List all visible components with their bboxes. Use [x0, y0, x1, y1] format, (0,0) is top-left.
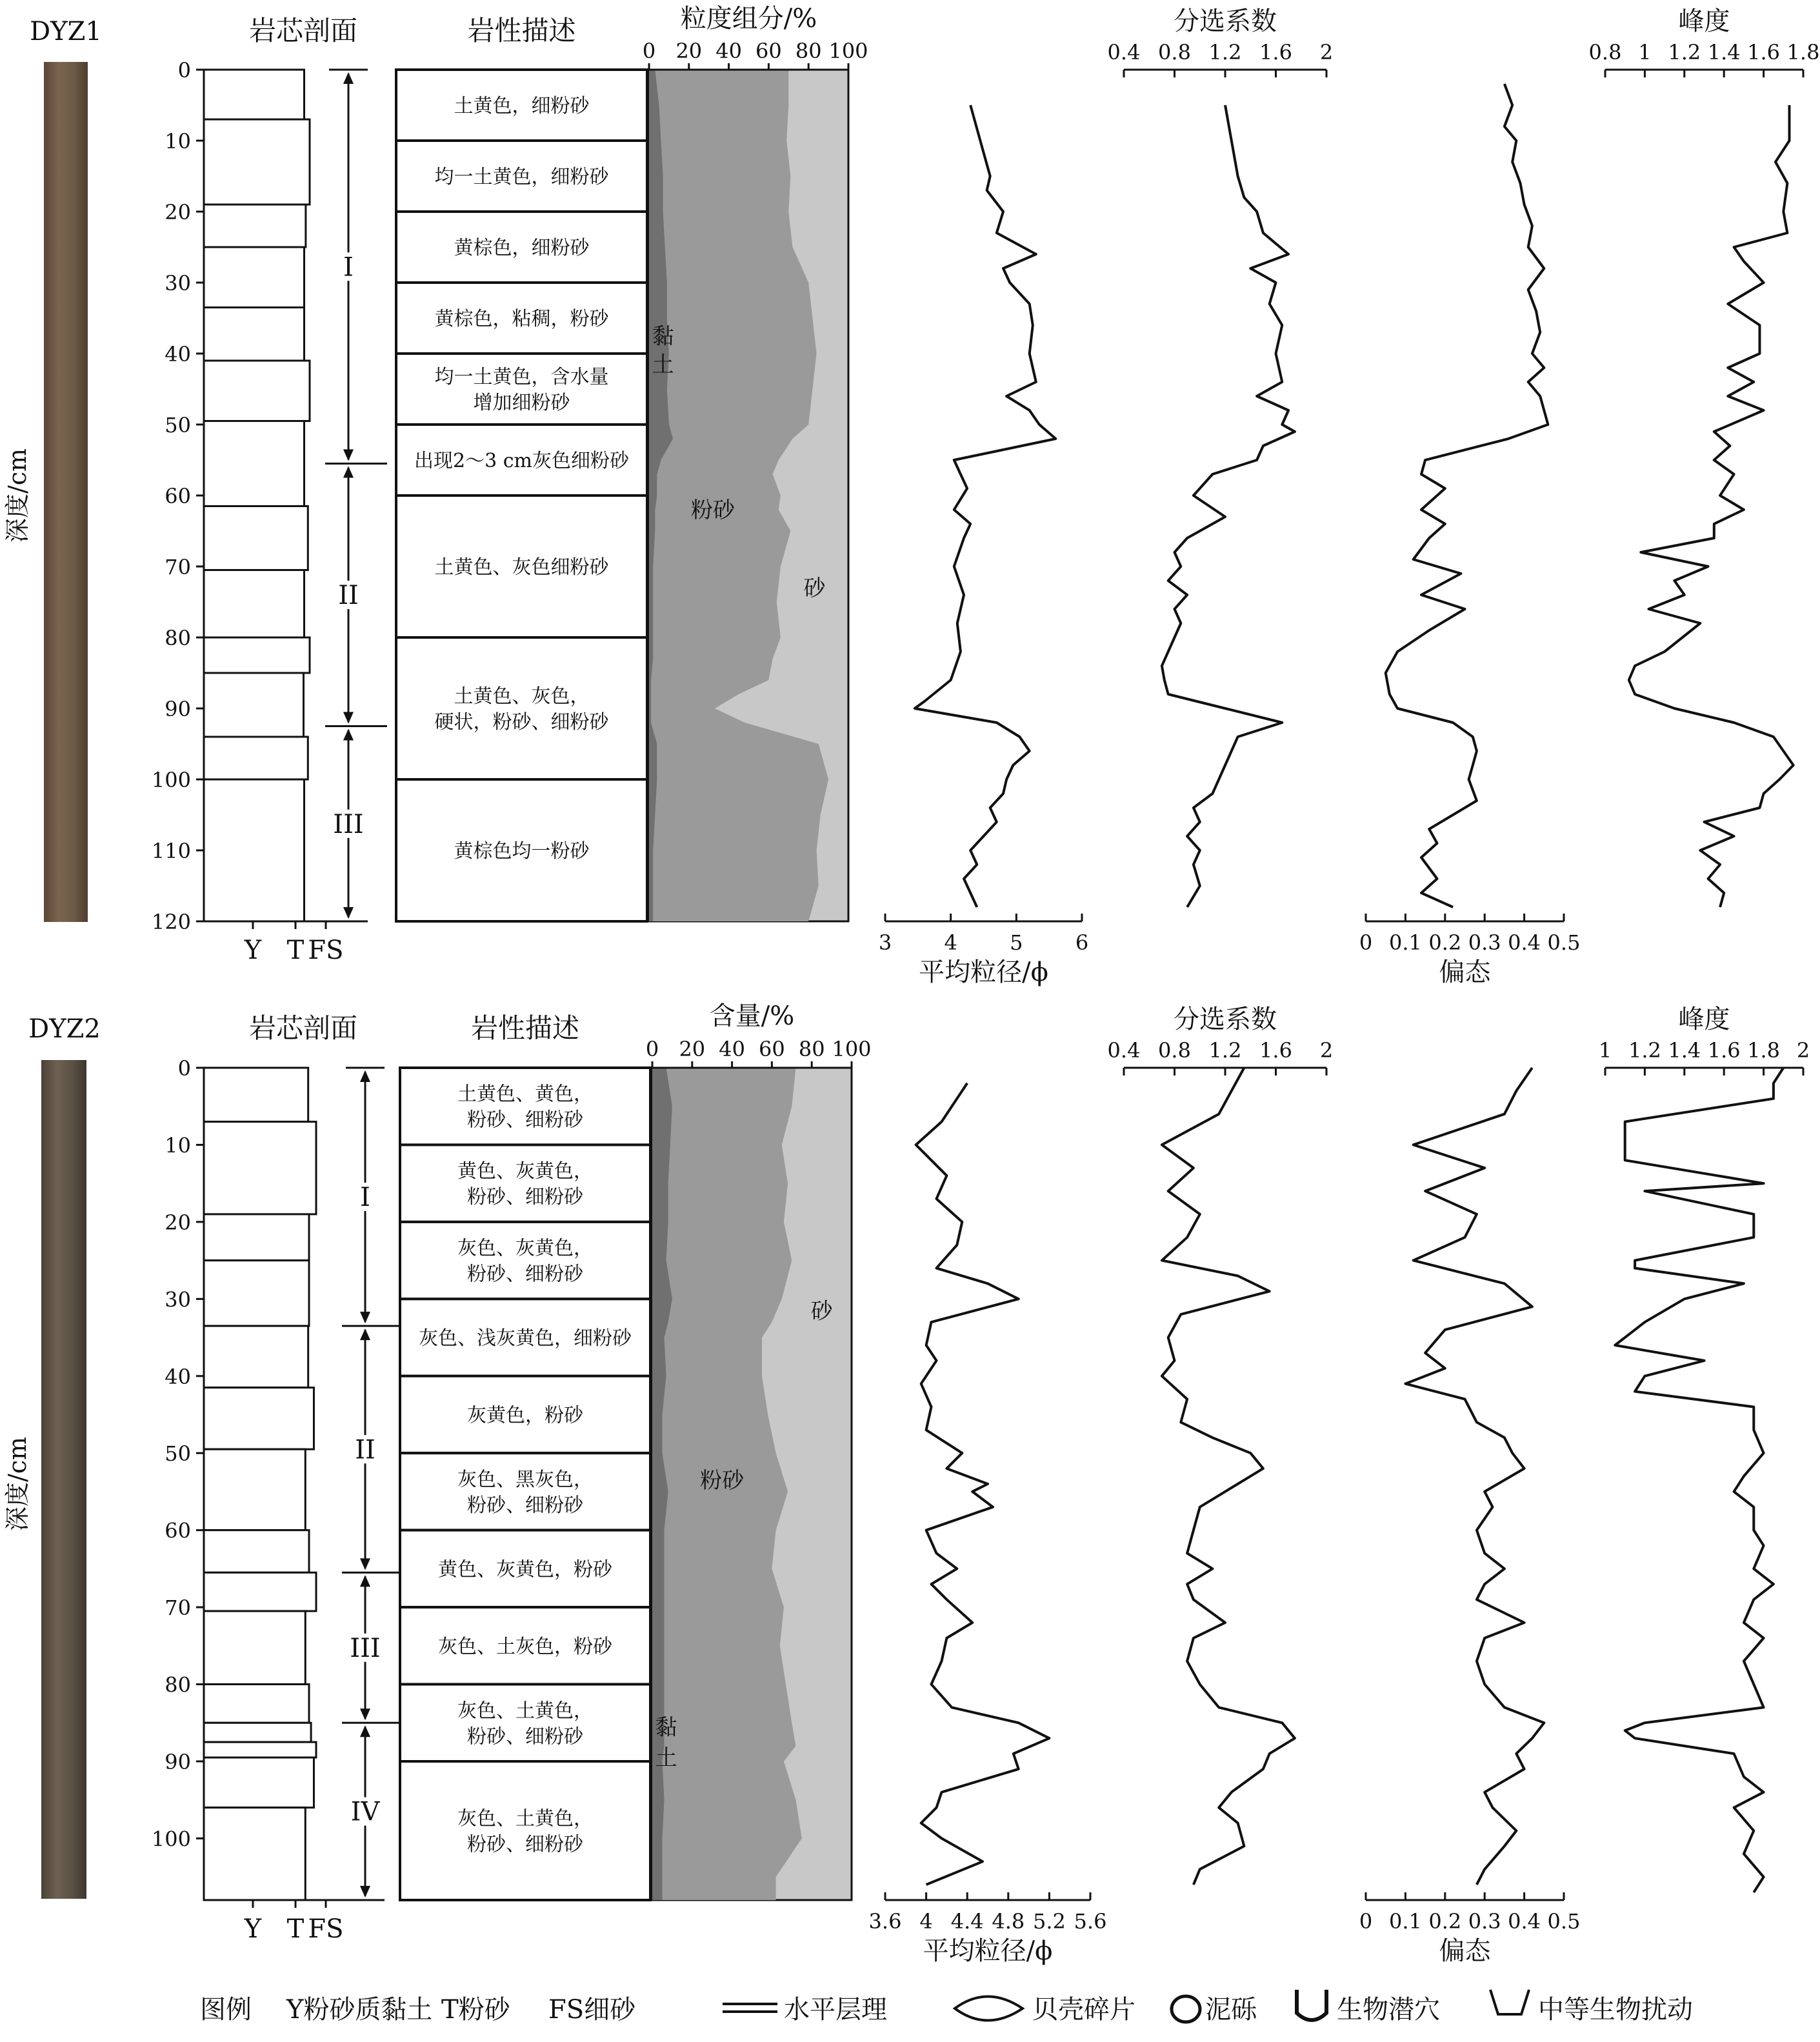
description-box-dyz2	[400, 1685, 650, 1761]
description-box-dyz2	[400, 1222, 650, 1299]
track-axis-tick-label-dyz1: 1.8	[1786, 40, 1820, 65]
description-text-dyz2: 灰黄色，粉砂	[467, 1404, 583, 1427]
grain-component-label-dyz1: 土	[652, 352, 674, 378]
lithology-layer-dyz1	[204, 570, 305, 638]
grain-axis-tick-label-dyz2: 60	[759, 1037, 785, 1061]
grain-axis-tick-label-dyz1: 60	[755, 39, 782, 63]
depth-tick-label-dyz1: 20	[165, 200, 191, 225]
track-axis-tick-label-dyz2: 0	[1359, 1909, 1373, 1934]
unit-arrow-up-dyz2	[360, 1070, 370, 1082]
profile-axis-label-dyz2: Y	[244, 1914, 262, 1944]
description-text-dyz2: 粉砂、细粉砂	[467, 1494, 583, 1517]
unit-label-dyz1: III	[333, 809, 364, 839]
lithology-layer-dyz2	[204, 1572, 316, 1611]
description-text-dyz1: 增加细粉砂	[473, 392, 570, 414]
profile-axis-label-dyz1: Y	[244, 936, 262, 965]
description-text-dyz2: 灰色、黑灰色，	[457, 1468, 593, 1491]
lithology-layer-dyz1	[204, 247, 305, 308]
description-text-dyz2: 粉砂、细粉砂	[467, 1725, 583, 1748]
lithology-layer-dyz2	[204, 1388, 314, 1450]
track-axis-tick-label-dyz1: 5	[1010, 930, 1023, 955]
description-title-dyz2: 岩性描述	[470, 1012, 580, 1044]
track-axis-tick-label-dyz2: 4.4	[950, 1909, 984, 1934]
track-axis-tick-label-dyz1: 0.8	[1588, 40, 1622, 65]
track-axis-tick-label-dyz2: 4.8	[992, 1909, 1025, 1934]
grain-axis-tick-label-dyz1: 100	[828, 39, 868, 63]
track-axis-tick-label-dyz2: 1.2	[1208, 1038, 1242, 1063]
legend-item-bedding: 水平层理	[784, 1995, 887, 2025]
grain-axis-tick-label-dyz1: 80	[795, 39, 822, 63]
description-box-dyz2	[400, 1068, 650, 1145]
profile-line-dyz1	[1629, 105, 1794, 907]
lithology-layer-dyz1	[204, 506, 308, 570]
profile-axis-label-dyz2: T	[286, 1914, 305, 1944]
unit-arrow-down-dyz2	[360, 1708, 370, 1720]
depth-tick-label-dyz2: 10	[165, 1133, 191, 1158]
unit-arrow-down-dyz2	[360, 1558, 370, 1570]
unit-arrow-down-dyz1	[343, 712, 354, 724]
grain-title-dyz1: 粒度组分/%	[680, 4, 817, 34]
depth-tick-label-dyz2: 80	[165, 1672, 191, 1697]
track-axis-tick-label-dyz1: 1.2	[1668, 40, 1701, 65]
profile-line-dyz1	[915, 105, 1056, 907]
description-box-dyz1	[396, 637, 647, 779]
lithology-layer-dyz1	[204, 361, 310, 421]
description-text-dyz2: 粉砂、细粉砂	[467, 1108, 583, 1132]
grain-axis-tick-label-dyz2: 0	[645, 1037, 659, 1061]
track-axis-tick-label-dyz2: 2	[1796, 1038, 1810, 1063]
description-text-dyz2: 粉砂、细粉砂	[467, 1833, 583, 1856]
track-axis-tick-label-dyz1: 0.8	[1158, 40, 1191, 65]
depth-tick-label-dyz2: 0	[177, 1056, 191, 1081]
unit-arrow-down-dyz2	[360, 1312, 370, 1323]
profile-axis-label-dyz2: FS	[308, 1914, 344, 1944]
depth-tick-label-dyz1: 110	[151, 839, 191, 863]
description-text-dyz2: 灰色、浅灰黄色，细粉砂	[419, 1327, 632, 1350]
unit-label-dyz2: II	[355, 1435, 375, 1465]
depth-tick-label-dyz2: 40	[165, 1364, 191, 1389]
legend-item-gravel: 泥砾	[1205, 1995, 1257, 2025]
track-axis-title-dyz1: 平均粒径/ϕ	[919, 957, 1048, 987]
grain-axis-tick-label-dyz1: 40	[715, 39, 742, 63]
grain-component-label-dyz2: 粉砂	[700, 1468, 745, 1494]
legend-item-burrow: 生物潜穴	[1337, 1995, 1440, 2025]
description-text-dyz1: 硬状，粉砂、细粉砂	[434, 711, 609, 734]
track-axis-tick-label-dyz2: 5.2	[1032, 1909, 1066, 1934]
description-text-dyz1: 黄棕色，粘稠，粉砂	[434, 308, 609, 330]
description-text-dyz2: 黄色、灰黄色，粉砂	[438, 1558, 612, 1581]
lithology-layer-dyz1	[204, 673, 303, 737]
unit-arrow-down-dyz2	[360, 1886, 370, 1897]
depth-axis-label-dyz2: 深度/cm	[3, 1436, 32, 1532]
track-axis-tick-label-dyz1: 6	[1075, 930, 1089, 955]
track-axis-tick-label-dyz1: 0.3	[1468, 930, 1501, 955]
depth-tick-label-dyz1: 80	[165, 626, 191, 650]
description-title-dyz1: 岩性描述	[467, 15, 576, 46]
track-axis-tick-label-dyz1: 1.6	[1259, 40, 1292, 65]
profile-line-dyz1	[1386, 84, 1548, 907]
description-box-dyz2	[400, 1453, 650, 1530]
profile-title-dyz1: 岩芯剖面	[248, 15, 358, 46]
lithology-layer-dyz1	[204, 70, 305, 119]
description-text-dyz1: 黄棕色，细粉砂	[454, 237, 590, 259]
description-text-dyz1: 出现2～3 cm灰色细粉砂	[414, 450, 629, 472]
lithology-layer-dyz2	[204, 1068, 308, 1122]
track-axis-tick-label-dyz2: 0.5	[1547, 1909, 1581, 1934]
unit-arrow-down-dyz1	[343, 450, 354, 461]
depth-tick-label-dyz1: 90	[165, 697, 191, 721]
description-text-dyz2: 粉砂、细粉砂	[467, 1186, 583, 1209]
track-axis-tick-label-dyz1: 0.4	[1107, 40, 1141, 65]
track-axis-tick-label-dyz2: 1.2	[1628, 1038, 1661, 1063]
grain-component-label-dyz2: 土	[655, 1745, 677, 1772]
track-axis-title-dyz2: 峰度	[1678, 1005, 1730, 1034]
depth-tick-label-dyz1: 30	[165, 271, 191, 295]
legend-item-bioturbation: 中等生物扰动	[1538, 1995, 1693, 2025]
grain-component-label-dyz2: 砂	[810, 1298, 833, 1325]
depth-tick-label-dyz2: 30	[165, 1287, 191, 1312]
depth-tick-label-dyz2: 50	[165, 1441, 191, 1466]
lithology-layer-dyz1	[204, 637, 310, 673]
grain-component-label-dyz2: 黏	[655, 1714, 677, 1741]
description-text-dyz1: 土黄色、灰色，	[454, 685, 590, 708]
lithology-layer-dyz2	[204, 1808, 305, 1900]
legend-title: 图例	[200, 1995, 252, 2025]
unit-arrow-up-dyz1	[343, 729, 354, 741]
description-text-dyz2: 灰色、土黄色，	[457, 1807, 593, 1830]
lithology-layer-dyz1	[204, 308, 305, 361]
track-axis-tick-label-dyz1: 1.4	[1707, 40, 1741, 65]
depth-tick-label-dyz1: 0	[177, 58, 191, 83]
description-text-dyz1: 黄棕色均一粉砂	[454, 840, 590, 863]
grain-axis-tick-label-dyz1: 20	[675, 39, 703, 63]
lithology-layer-dyz2	[204, 1723, 311, 1742]
lithology-layer-dyz2	[204, 1214, 309, 1261]
burrow-icon	[1297, 1990, 1326, 2020]
track-axis-tick-label-dyz2: 0.2	[1428, 1909, 1462, 1934]
shell-fragment-icon	[955, 1997, 1023, 2021]
grain-axis-tick-label-dyz2: 80	[798, 1037, 825, 1061]
core-id-dyz1: DYZ1	[30, 17, 102, 46]
track-axis-title-dyz1: 峰度	[1678, 6, 1730, 36]
track-axis-tick-label-dyz1: 1.2	[1208, 40, 1242, 65]
profile-line-dyz2	[916, 1083, 1050, 1885]
unit-arrow-up-dyz2	[360, 1328, 370, 1340]
track-axis-tick-label-dyz2: 4	[919, 1909, 933, 1934]
track-axis-tick-label-dyz1: 0.5	[1547, 930, 1581, 955]
lithology-layer-dyz1	[204, 205, 306, 247]
track-axis-tick-label-dyz1: 0.1	[1388, 930, 1422, 955]
profile-line-dyz1	[1162, 105, 1295, 907]
description-text-dyz2: 灰色、灰黄色，	[457, 1237, 593, 1260]
profile-line-dyz2	[1615, 1068, 1783, 1892]
profile-axis-label-dyz1: FS	[308, 936, 344, 965]
description-text-dyz2: 灰色、土黄色，	[457, 1699, 593, 1723]
track-axis-tick-label-dyz2: 0.4	[1107, 1038, 1141, 1063]
track-axis-tick-label-dyz2: 0.8	[1158, 1038, 1191, 1063]
lithology-layer-dyz1	[204, 421, 305, 506]
legend-item-t: T粉砂	[441, 1995, 510, 2025]
track-axis-title-dyz1: 分选系数	[1174, 6, 1277, 36]
legend-item-shell: 贝壳碎片	[1032, 1995, 1135, 2025]
depth-axis-label-dyz1: 深度/cm	[3, 448, 32, 543]
track-axis-tick-label-dyz2: 1.8	[1747, 1038, 1781, 1063]
track-axis-tick-label-dyz2: 3.6	[868, 1909, 902, 1934]
description-text-dyz2: 灰色、土灰色，粉砂	[438, 1635, 612, 1658]
depth-tick-label-dyz1: 10	[165, 129, 191, 154]
grain-axis-tick-label-dyz2: 100	[832, 1037, 872, 1061]
track-axis-tick-label-dyz2: 0.1	[1388, 1909, 1422, 1934]
mud-gravel-icon	[1172, 1996, 1200, 2022]
description-text-dyz2: 黄色、灰黄色，	[457, 1160, 593, 1183]
description-text-dyz1: 土黄色、灰色细粉砂	[434, 556, 609, 579]
lithology-layer-dyz2	[204, 1122, 316, 1214]
unit-label-dyz1: II	[338, 581, 359, 610]
lithology-layer-dyz2	[204, 1449, 305, 1530]
description-text-dyz1: 土黄色，细粉砂	[454, 95, 590, 117]
depth-tick-label-dyz1: 100	[151, 768, 191, 792]
unit-label-dyz2: IV	[350, 1797, 380, 1827]
depth-tick-label-dyz1: 50	[165, 413, 191, 437]
lithology-layer-dyz1	[204, 779, 305, 921]
depth-tick-label-dyz2: 20	[165, 1210, 191, 1235]
unit-arrow-up-dyz1	[343, 466, 354, 478]
unit-label-dyz1: I	[343, 252, 354, 283]
unit-arrow-up-dyz2	[360, 1725, 370, 1737]
track-axis-tick-label-dyz1: 0.4	[1508, 930, 1541, 955]
track-axis-tick-label-dyz2: 1.6	[1707, 1038, 1741, 1063]
lithology-layer-dyz1	[204, 119, 310, 205]
depth-tick-label-dyz1: 60	[165, 484, 191, 508]
track-axis-title-dyz2: 平均粒径/ϕ	[923, 1936, 1053, 1966]
grain-component-label-dyz1: 粉砂	[690, 497, 735, 523]
track-axis-tick-label-dyz2: 0.4	[1508, 1909, 1541, 1934]
unit-arrow-up-dyz1	[343, 72, 354, 84]
depth-tick-label-dyz1: 40	[165, 342, 191, 366]
track-axis-tick-label-dyz1: 2	[1319, 40, 1334, 65]
depth-tick-label-dyz1: 70	[165, 555, 191, 579]
track-axis-tick-label-dyz2: 1	[1598, 1038, 1612, 1063]
lithology-layer-dyz2	[204, 1326, 308, 1388]
description-box-dyz2	[400, 1145, 650, 1221]
bioturbation-icon	[1490, 1990, 1529, 2014]
unit-label-dyz2: I	[360, 1183, 370, 1213]
grain-axis-tick-label-dyz2: 40	[719, 1037, 745, 1061]
unit-arrow-up-dyz2	[360, 1575, 370, 1587]
track-axis-tick-label-dyz1: 1.6	[1747, 40, 1781, 65]
track-axis-title-dyz1: 偏态	[1439, 957, 1491, 987]
grain-axis-tick-label-dyz1: 0	[642, 39, 656, 63]
track-axis-tick-label-dyz2: 5.6	[1074, 1909, 1107, 1934]
profile-axis-label-dyz1: T	[286, 936, 305, 965]
lithology-layer-dyz2	[204, 1742, 316, 1757]
depth-tick-label-dyz1: 120	[151, 910, 191, 934]
profile-line-dyz2	[1162, 1068, 1295, 1885]
legend-item-fs: FS细砂	[548, 1995, 636, 2025]
track-axis-tick-label-dyz2: 1.4	[1668, 1038, 1701, 1063]
profile-title-dyz2: 岩芯剖面	[248, 1012, 358, 1044]
track-axis-tick-label-dyz2: 1.6	[1259, 1038, 1292, 1063]
lithology-layer-dyz1	[204, 737, 308, 779]
grain-component-label-dyz1: 黏	[652, 323, 674, 350]
depth-tick-label-dyz2: 70	[165, 1596, 191, 1621]
depth-tick-label-dyz2: 90	[165, 1750, 191, 1774]
lithology-layer-dyz2	[204, 1530, 309, 1573]
unit-arrow-down-dyz1	[343, 907, 354, 919]
grain-axis-tick-label-dyz2: 20	[679, 1037, 706, 1061]
description-text-dyz1: 均一土黄色，含水量	[434, 366, 609, 388]
lithology-layer-dyz2	[204, 1685, 309, 1723]
profile-line-dyz2	[1405, 1068, 1544, 1885]
track-axis-title-dyz2: 分选系数	[1174, 1005, 1277, 1034]
depth-tick-label-dyz2: 60	[165, 1518, 191, 1543]
description-text-dyz2: 粉砂、细粉砂	[467, 1263, 583, 1286]
track-axis-tick-label-dyz1: 0	[1359, 930, 1373, 955]
track-axis-tick-label-dyz1: 4	[944, 930, 957, 955]
description-text-dyz1: 均一土黄色，细粉砂	[434, 166, 609, 188]
track-axis-tick-label-dyz1: 3	[878, 930, 892, 955]
track-axis-tick-label-dyz2: 0.3	[1468, 1909, 1501, 1934]
track-axis-tick-label-dyz2: 2	[1319, 1038, 1334, 1063]
track-axis-tick-label-dyz1: 1	[1638, 40, 1652, 65]
grain-component-label-dyz1: 砂	[803, 576, 826, 601]
unit-label-dyz2: III	[350, 1633, 381, 1663]
grain-title-dyz2: 含量/%	[709, 1001, 795, 1031]
description-text-dyz2: 土黄色、黄色，	[457, 1083, 593, 1106]
lithology-layer-dyz2	[204, 1757, 314, 1808]
depth-tick-label-dyz2: 100	[151, 1827, 191, 1852]
core-id-dyz2: DYZ2	[28, 1014, 101, 1044]
description-box-dyz2	[400, 1761, 650, 1900]
track-axis-tick-label-dyz1: 0.2	[1428, 930, 1462, 955]
lithology-layer-dyz2	[204, 1611, 305, 1684]
lithology-layer-dyz2	[204, 1261, 309, 1326]
track-axis-title-dyz2: 偏态	[1439, 1936, 1491, 1966]
legend-item-y: Y粉砂质黏土	[286, 1995, 433, 2025]
